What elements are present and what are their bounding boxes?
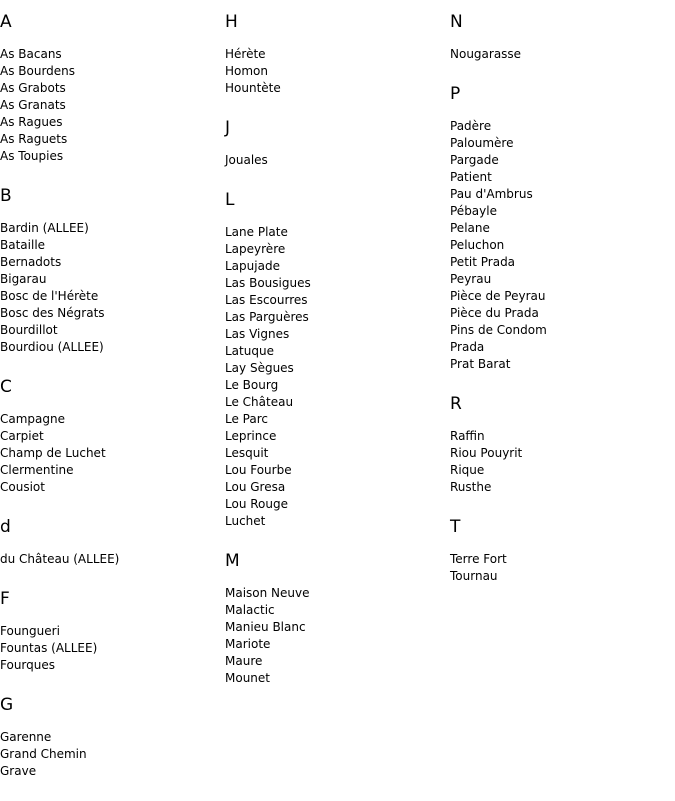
- street-item-mariote[interactable]: Mariote: [225, 637, 271, 651]
- street-item-as-toupies[interactable]: As Toupies: [0, 149, 64, 163]
- street-item-leprince[interactable]: Leprince: [225, 429, 277, 443]
- letter-group-p: [450, 84, 672, 373]
- street-item-campagne[interactable]: Campagne: [0, 412, 65, 426]
- street-item-carpiet[interactable]: Carpiet: [0, 429, 44, 443]
- street-item-padere[interactable]: Padère: [450, 119, 492, 133]
- street-list: [450, 551, 672, 585]
- letter-group-n: [450, 12, 672, 63]
- letter-heading: P: [450, 84, 461, 104]
- letter-heading: B: [0, 186, 12, 206]
- letter-heading: A: [0, 12, 12, 32]
- street-list: [0, 551, 222, 568]
- street-item-du-chateau-allee[interactable]: du Château (ALLEE): [0, 552, 120, 566]
- letter-group-h: [225, 12, 447, 97]
- letter-group-g: [0, 695, 222, 780]
- street-item-champ-de-luchet[interactable]: Champ de Luchet: [0, 446, 106, 460]
- street-item-grand-chemin[interactable]: Grand Chemin: [0, 747, 87, 761]
- street-item-herete[interactable]: Hérète: [225, 47, 266, 61]
- street-item-latuque[interactable]: Latuque: [225, 344, 274, 358]
- letter-heading: M: [225, 551, 240, 571]
- street-item-riou-pouyrit[interactable]: Riou Pouyrit: [450, 446, 523, 460]
- letter-heading: d: [0, 517, 11, 537]
- street-item-lou-gresa[interactable]: Lou Gresa: [225, 480, 286, 494]
- street-item-le-chateau[interactable]: Le Château: [225, 395, 294, 409]
- street-item-las-vignes[interactable]: Las Vignes: [225, 327, 290, 341]
- letter-heading: C: [0, 377, 12, 397]
- letter-group-c: [0, 377, 222, 496]
- street-item-rusthe[interactable]: Rusthe: [450, 480, 492, 494]
- street-list: [0, 411, 222, 496]
- street-item-manieu-blanc[interactable]: Manieu Blanc: [225, 620, 306, 634]
- street-item-las-pargueres[interactable]: Las Parguères: [225, 310, 309, 324]
- letter-group-j: [225, 118, 447, 169]
- street-list: [225, 152, 447, 169]
- street-item-las-bousigues[interactable]: Las Bousigues: [225, 276, 311, 290]
- index-column-2: [225, 0, 447, 708]
- letter-heading: T: [450, 517, 461, 537]
- letter-group-d: [0, 517, 222, 568]
- street-item-peluchon[interactable]: Peluchon: [450, 238, 505, 252]
- street-item-prat-barat[interactable]: Prat Barat: [450, 357, 511, 371]
- street-item-as-raguets[interactable]: As Raguets: [0, 132, 68, 146]
- letter-group-l: [225, 190, 447, 530]
- street-item-grave[interactable]: Grave: [0, 764, 37, 778]
- street-item-as-granats[interactable]: As Granats: [0, 98, 66, 112]
- street-item-homon[interactable]: Homon: [225, 64, 269, 78]
- letter-heading: R: [450, 394, 462, 414]
- letter-group-m: [225, 551, 447, 687]
- street-item-bernadots[interactable]: Bernadots: [0, 255, 62, 269]
- street-item-prada[interactable]: Prada: [450, 340, 485, 354]
- street-list: [450, 118, 672, 373]
- street-item-clermentine[interactable]: Clermentine: [0, 463, 74, 477]
- street-item-fourques[interactable]: Fourques: [0, 658, 56, 672]
- street-item-pebayle[interactable]: Pébayle: [450, 204, 497, 218]
- street-item-as-grabots[interactable]: As Grabots: [0, 81, 66, 95]
- street-item-lou-fourbe[interactable]: Lou Fourbe: [225, 463, 292, 477]
- street-item-as-bacans[interactable]: As Bacans: [0, 47, 62, 61]
- street-item-petit-prada[interactable]: Petit Prada: [450, 255, 516, 269]
- street-item-bosc-des-negrats[interactable]: Bosc des Négrats: [0, 306, 105, 320]
- letter-group-f: [0, 589, 222, 674]
- street-item-maison-neuve[interactable]: Maison Neuve: [225, 586, 310, 600]
- street-item-cousiot[interactable]: Cousiot: [0, 480, 45, 494]
- street-item-bardin-allee[interactable]: Bardin (ALLEE): [0, 221, 89, 235]
- street-item-lane-plate[interactable]: Lane Plate: [225, 225, 288, 239]
- letter-group-r: [450, 394, 672, 496]
- street-item-jouales[interactable]: Jouales: [225, 153, 268, 167]
- street-item-peyrau[interactable]: Peyrau: [450, 272, 492, 286]
- street-item-pargade[interactable]: Pargade: [450, 153, 499, 167]
- street-item-pins-de-condom[interactable]: Pins de Condom: [450, 323, 547, 337]
- letter-group-t: [450, 517, 672, 585]
- street-item-tournau[interactable]: Tournau: [450, 569, 498, 583]
- street-list: [225, 585, 447, 687]
- street-item-pelane[interactable]: Pelane: [450, 221, 490, 235]
- street-item-bataille[interactable]: Bataille: [0, 238, 46, 252]
- street-list: [0, 220, 222, 356]
- street-item-piece-de-peyrau[interactable]: Pièce de Peyrau: [450, 289, 546, 303]
- index-column-1: [0, 0, 222, 801]
- street-item-luchet[interactable]: Luchet: [225, 514, 266, 528]
- street-item-piece-du-prada[interactable]: Pièce du Prada: [450, 306, 539, 320]
- street-item-mounet[interactable]: Mounet: [225, 671, 270, 685]
- letter-heading: G: [0, 695, 14, 715]
- street-item-as-bourdens[interactable]: As Bourdens: [0, 64, 76, 78]
- street-item-lesquit[interactable]: Lesquit: [225, 446, 269, 460]
- street-item-le-parc[interactable]: Le Parc: [225, 412, 268, 426]
- letter-heading: L: [225, 190, 235, 210]
- letter-heading: N: [450, 12, 463, 32]
- street-list: [450, 428, 672, 496]
- street-list: [0, 729, 222, 780]
- street-item-lapeyrere[interactable]: Lapeyrère: [225, 242, 286, 256]
- street-list: [450, 46, 672, 63]
- street-item-maure[interactable]: Maure: [225, 654, 263, 668]
- street-item-bigarau[interactable]: Bigarau: [0, 272, 47, 286]
- street-list: [225, 46, 447, 97]
- street-item-lay-segues[interactable]: Lay Sègues: [225, 361, 294, 375]
- street-item-raffin[interactable]: Raffin: [450, 429, 485, 443]
- street-list: [0, 46, 222, 165]
- street-item-bourdillot[interactable]: Bourdillot: [0, 323, 58, 337]
- letter-group-a: [0, 12, 222, 165]
- street-item-malactic[interactable]: Malactic: [225, 603, 275, 617]
- street-item-lou-rouge[interactable]: Lou Rouge: [225, 497, 288, 511]
- street-item-hountete[interactable]: Hountète: [225, 81, 281, 95]
- street-item-bourdiou-allee[interactable]: Bourdiou (ALLEE): [0, 340, 104, 354]
- letter-group-b: [0, 186, 222, 356]
- letter-heading: J: [225, 118, 231, 138]
- street-item-patient[interactable]: Patient: [450, 170, 492, 184]
- street-item-paloumere[interactable]: Paloumère: [450, 136, 514, 150]
- street-item-rique[interactable]: Rique: [450, 463, 485, 477]
- street-item-bosc-de-l-herete[interactable]: Bosc de l'Hérète: [0, 289, 99, 303]
- street-item-garenne[interactable]: Garenne: [0, 730, 52, 744]
- street-item-foungueri[interactable]: Foungueri: [0, 624, 60, 638]
- letter-heading: H: [225, 12, 238, 32]
- street-list: [225, 224, 447, 530]
- street-item-terre-fort[interactable]: Terre Fort: [450, 552, 507, 566]
- street-item-pau-d-ambrus[interactable]: Pau d'Ambrus: [450, 187, 533, 201]
- street-item-le-bourg[interactable]: Le Bourg: [225, 378, 279, 392]
- street-item-nougarasse[interactable]: Nougarasse: [450, 47, 522, 61]
- street-item-as-ragues[interactable]: As Ragues: [0, 115, 63, 129]
- street-item-lapujade[interactable]: Lapujade: [225, 259, 280, 273]
- street-item-las-escourres[interactable]: Las Escourres: [225, 293, 308, 307]
- index-column-3: [450, 0, 672, 606]
- letter-heading: F: [0, 589, 10, 609]
- street-item-fountas-allee[interactable]: Fountas (ALLEE): [0, 641, 98, 655]
- street-list: [0, 623, 222, 674]
